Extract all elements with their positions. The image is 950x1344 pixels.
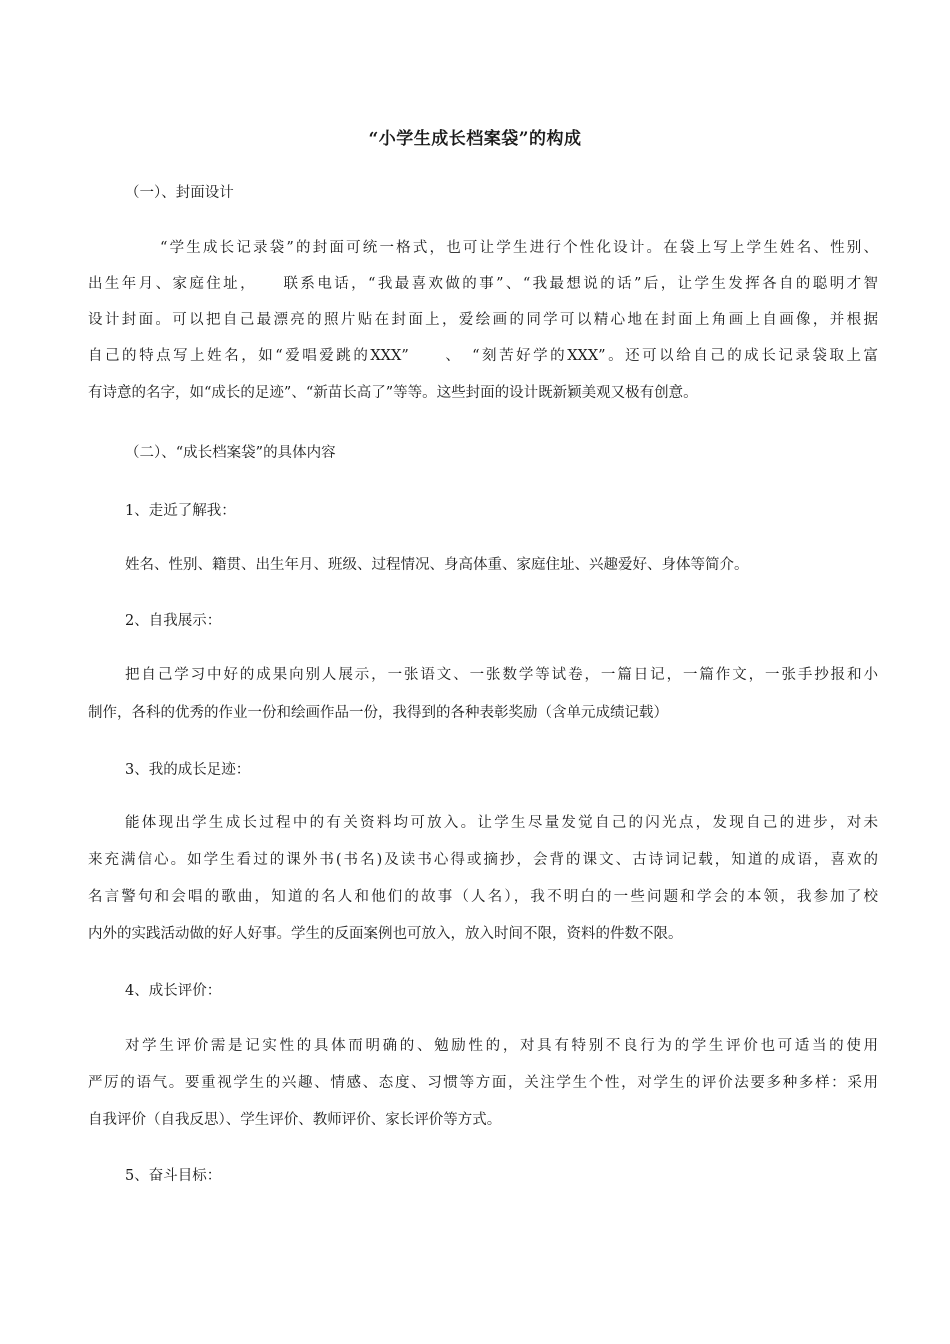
paragraph-line: 有诗意的名字，如“成长的足迹”、“新苗长高了”等等。这些封面的设计既新颖美观又极有创意。 <box>88 385 698 401</box>
paragraph-line: 对学生评价需是记实性的具体而明确的、勉励性的，对具有特别不良行为的学生评价也可适当的使用 <box>125 1038 878 1054</box>
paragraph-line: 把自己学习中好的成果向别人展示，一张语文、一张数学等试卷，一篇日记，一篇作文，一张手抄报和小 <box>125 667 878 683</box>
paragraph-line: 设计封面。可以把自己最漂亮的照片贴在封面上，爱绘画的同学可以精心地在封面上角画上自画像，并根据 <box>88 312 878 328</box>
paragraph-line: 自己的特点写上姓名，如“爱唱爱跳的XXX” 、 “刻苦好学的XXX”。还可以给自己的成长记录袋取上富 <box>88 348 878 364</box>
paragraph-line: “学生成长记录袋”的封面可统一格式，也可让学生进行个性化设计。在袋上写上学生姓名、性别、 <box>160 240 878 256</box>
item-heading-self-display: 2、自我展示： <box>125 613 222 629</box>
paragraph-line: 自我评价（自我反思）、学生评价、教师评价、家长评价等方式。 <box>88 1112 502 1128</box>
paragraph-line: 出生年月、家庭住址， 联系电话，“我最喜欢做的事”、“我最想说的话”后，让学生发挥各自的聪明才智 <box>88 276 878 292</box>
item-heading-growth-footprints: 3、我的成长足迹： <box>125 762 251 778</box>
paragraph-line: 制作，各科的优秀的作业一份和绘画作品一份，我得到的各种表彰奖励（含单元成绩记载） <box>88 705 668 721</box>
paragraph-line: 严厉的语气。要重视学生的兴趣、情感、态度、习惯等方面，关注学生个性，对学生的评价法要多种多样：采用 <box>88 1075 878 1091</box>
section-heading-cover-design: （一）、封面设计 <box>125 185 234 201</box>
paragraph-line: 名言警句和会唱的歌曲，知道的名人和他们的故事（人名），我不明白的一些问题和学会的本领，我参加了校 <box>88 889 878 905</box>
item-heading-growth-evaluation: 4、成长评价： <box>125 983 222 999</box>
item-heading-know-me: 1、走近了解我： <box>125 503 236 519</box>
paragraph-line: 来充满信心。如学生看过的课外书(书名)及读书心得或摘抄，会背的课文、古诗词记载，知道的成语，喜欢的 <box>88 852 878 868</box>
paragraph-line: 能体现出学生成长过程中的有关资料均可放入。让学生尽量发觉自己的闪光点，发现自己的进步，对未 <box>125 815 878 831</box>
paragraph-line: 内外的实践活动做的好人好事。学生的反面案例也可放入，放入时间不限，资料的件数不限。 <box>88 926 683 942</box>
paragraph-line: 姓名、性别、籍贯、出生年月、班级、过程情况、身高体重、家庭住址、兴趣爱好、身体等简介。 <box>125 557 749 573</box>
section-heading-contents: （二）、“成长档案袋”的具体内容 <box>125 445 336 461</box>
item-heading-goals: 5、奋斗目标： <box>125 1168 222 1184</box>
document-title: “小学生成长档案袋”的构成 <box>368 129 582 149</box>
